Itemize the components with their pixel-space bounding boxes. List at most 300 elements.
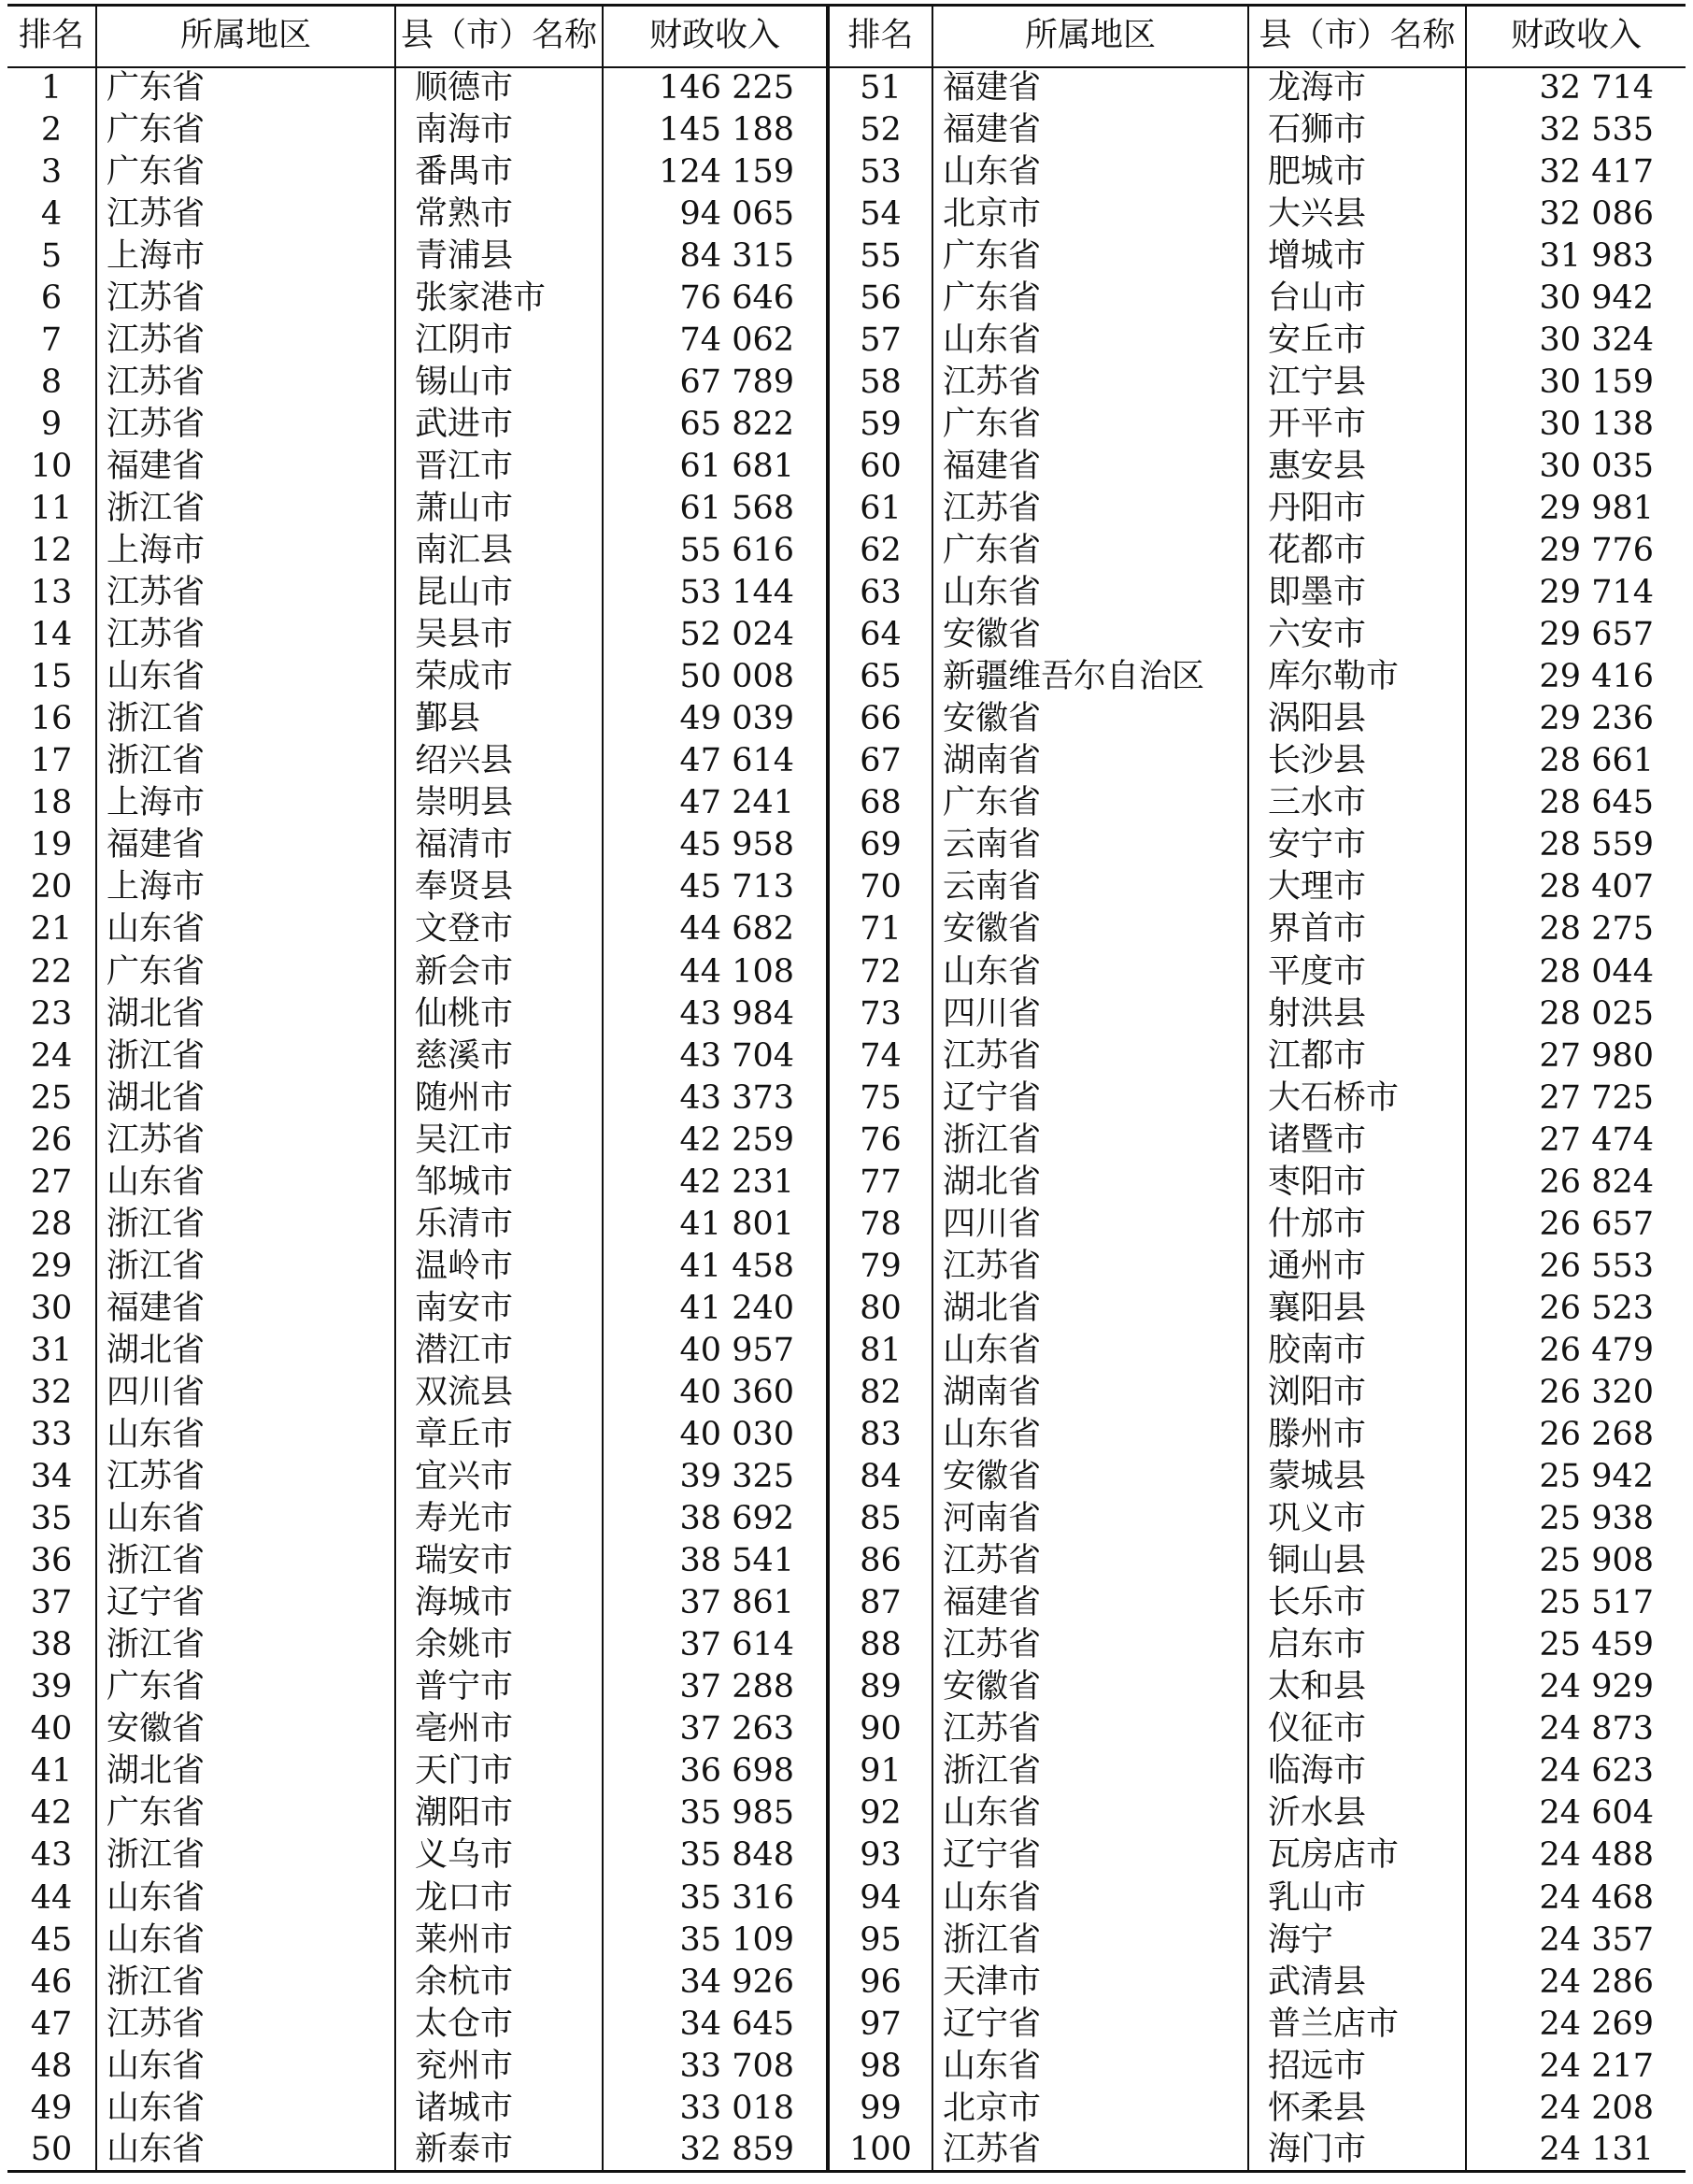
table-row: [7, 2004, 1686, 2046]
rank-cell: 3: [7, 151, 96, 193]
income-cell: 26 523: [1539, 1289, 1654, 1327]
income-cell: 45 958: [603, 824, 828, 866]
table-row: [7, 1120, 1686, 1162]
region-cell: 江苏省: [96, 1120, 395, 1162]
income-cell: 29 416: [1539, 658, 1654, 696]
rank-cell: 8: [7, 362, 96, 404]
income-cell: 37 861: [603, 1582, 828, 1624]
income-cell: 26 268: [1539, 1416, 1654, 1454]
county-cell: 江宁县: [1248, 362, 1466, 404]
county-cell: 乐清市: [395, 1204, 603, 1246]
region-cell: 山东省: [932, 572, 1248, 614]
rank-cell: 13: [7, 572, 96, 614]
county-cell: 乳山市: [1248, 1877, 1466, 1920]
region-cell: 江苏省: [932, 1540, 1248, 1582]
rank-cell: 15: [7, 656, 96, 698]
rank-cell: 97: [828, 2004, 932, 2046]
county-cell: 诸暨市: [1248, 1120, 1466, 1162]
table-row: [7, 1414, 1686, 1456]
income-cell: 43 704: [603, 1035, 828, 1078]
county-cell: 潜江市: [395, 1330, 603, 1372]
income-cell: 27 725: [1539, 1078, 1654, 1117]
county-cell: 铜山县: [1248, 1540, 1466, 1582]
region-cell: 浙江省: [932, 1750, 1248, 1792]
region-cell: 江苏省: [932, 488, 1248, 530]
region-cell: 安徽省: [932, 1456, 1248, 1498]
table-row: [7, 1920, 1686, 1962]
region-cell: 江苏省: [932, 2130, 1248, 2172]
region-cell: 湖北省: [96, 1078, 395, 1120]
region-cell: 福建省: [932, 446, 1248, 488]
income-cell: 145 188: [603, 109, 828, 151]
header-region: 所属地区: [96, 6, 395, 67]
region-cell: 山东省: [932, 151, 1248, 193]
table-row: [7, 740, 1686, 782]
table-row: [7, 698, 1686, 740]
region-cell: 四川省: [932, 1204, 1248, 1246]
income-cell: 37 263: [603, 1708, 828, 1750]
region-cell: 福建省: [932, 67, 1248, 109]
county-cell: 龙海市: [1248, 67, 1466, 109]
county-cell: 长沙县: [1248, 740, 1466, 782]
region-cell: 安徽省: [932, 614, 1248, 656]
county-cell: 绍兴县: [395, 740, 603, 782]
rank-cell: 26: [7, 1120, 96, 1162]
region-cell: 云南省: [932, 866, 1248, 908]
table-row: [7, 1962, 1686, 2004]
region-cell: 安徽省: [96, 1708, 395, 1750]
income-cell: 28 661: [1539, 742, 1654, 780]
income-cell: 146 225: [603, 67, 828, 109]
income-cell: 24 623: [1539, 1752, 1654, 1791]
income-cell: 30 942: [1539, 278, 1654, 317]
rank-cell: 18: [7, 782, 96, 824]
income-cell: 35 316: [603, 1877, 828, 1920]
region-cell: 辽宁省: [96, 1582, 395, 1624]
income-cell: 37 614: [603, 1624, 828, 1666]
rank-cell: 99: [828, 2088, 932, 2130]
county-cell: 台山市: [1248, 278, 1466, 320]
region-cell: 江苏省: [96, 320, 395, 362]
region-cell: 浙江省: [96, 1540, 395, 1582]
region-cell: 福建省: [96, 446, 395, 488]
rank-cell: 53: [828, 151, 932, 193]
table-row: [7, 1372, 1686, 1414]
region-cell: 浙江省: [96, 698, 395, 740]
table-row: [7, 1666, 1686, 1708]
county-cell: 滕州市: [1248, 1414, 1466, 1456]
rank-cell: 4: [7, 193, 96, 236]
income-cell: 25 517: [1539, 1584, 1654, 1622]
table-row: [7, 572, 1686, 614]
region-cell: 河南省: [932, 1498, 1248, 1540]
income-cell: 33 018: [603, 2088, 828, 2130]
region-cell: 山东省: [96, 2130, 395, 2172]
income-cell: 28 645: [1539, 784, 1654, 822]
income-cell: 45 713: [603, 866, 828, 908]
rank-cell: 17: [7, 740, 96, 782]
rank-cell: 71: [828, 908, 932, 950]
region-cell: 上海市: [96, 866, 395, 908]
rank-cell: 37: [7, 1582, 96, 1624]
income-cell: 124 159: [603, 151, 828, 193]
income-cell: 40 030: [603, 1414, 828, 1456]
county-cell: 临海市: [1248, 1750, 1466, 1792]
income-cell: 25 908: [1539, 1542, 1654, 1580]
table-row: [7, 993, 1686, 1035]
region-cell: 浙江省: [96, 1035, 395, 1078]
income-cell: 67 789: [603, 362, 828, 404]
table-row: [7, 1246, 1686, 1288]
rank-cell: 61: [828, 488, 932, 530]
region-cell: 浙江省: [932, 1120, 1248, 1162]
income-cell: 36 698: [603, 1750, 828, 1792]
region-cell: 安徽省: [932, 1666, 1248, 1708]
region-cell: 广东省: [932, 404, 1248, 446]
income-cell: 43 373: [603, 1078, 828, 1120]
county-cell: 宜兴市: [395, 1456, 603, 1498]
income-cell: 26 553: [1539, 1247, 1654, 1285]
table-row: [7, 782, 1686, 824]
region-cell: 安徽省: [932, 698, 1248, 740]
table-row: [7, 1624, 1686, 1666]
county-cell: 安宁市: [1248, 824, 1466, 866]
income-cell: 28 275: [1539, 910, 1654, 949]
income-cell: 94 065: [603, 193, 828, 236]
region-cell: 浙江省: [96, 1624, 395, 1666]
county-cell: 沂水县: [1248, 1792, 1466, 1834]
county-cell: 南汇县: [395, 530, 603, 572]
county-cell: 界首市: [1248, 908, 1466, 950]
income-cell: 30 159: [1539, 363, 1654, 401]
income-cell: 24 208: [1539, 2089, 1654, 2127]
county-cell: 福清市: [395, 824, 603, 866]
income-cell: 32 714: [1539, 69, 1654, 107]
county-cell: 天门市: [395, 1750, 603, 1792]
rank-cell: 76: [828, 1120, 932, 1162]
county-cell: 射洪县: [1248, 993, 1466, 1035]
region-cell: 浙江省: [96, 740, 395, 782]
region-cell: 浙江省: [96, 1962, 395, 2004]
region-cell: 上海市: [96, 530, 395, 572]
table-row: [7, 2088, 1686, 2130]
income-cell: 37 288: [603, 1666, 828, 1708]
region-cell: 山东省: [932, 1330, 1248, 1372]
rank-cell: 90: [828, 1708, 932, 1750]
rank-cell: 1: [7, 67, 96, 109]
county-cell: 双流县: [395, 1372, 603, 1414]
income-cell: 26 657: [1539, 1205, 1654, 1243]
county-cell: 兖州市: [395, 2046, 603, 2088]
county-cell: 仪征市: [1248, 1708, 1466, 1750]
county-cell: 南安市: [395, 1288, 603, 1330]
county-cell: 太和县: [1248, 1666, 1466, 1708]
table-row: [7, 530, 1686, 572]
region-cell: 江苏省: [96, 404, 395, 446]
rank-cell: 34: [7, 1456, 96, 1498]
county-cell: 通州市: [1248, 1246, 1466, 1288]
income-cell: 27 474: [1539, 1121, 1654, 1159]
county-cell: 龙口市: [395, 1877, 603, 1920]
county-cell: 太仓市: [395, 2004, 603, 2046]
region-cell: 浙江省: [96, 1204, 395, 1246]
income-cell: 40 360: [603, 1372, 828, 1414]
income-cell: 35 109: [603, 1920, 828, 1962]
income-cell: 35 985: [603, 1792, 828, 1834]
income-cell: 38 541: [603, 1540, 828, 1582]
income-cell: 42 259: [603, 1120, 828, 1162]
region-cell: 辽宁省: [932, 2004, 1248, 2046]
county-cell: 慈溪市: [395, 1035, 603, 1078]
table-row: [7, 1456, 1686, 1498]
rank-cell: 95: [828, 1920, 932, 1962]
table-row: [7, 1582, 1686, 1624]
rank-cell: 16: [7, 698, 96, 740]
rank-cell: 10: [7, 446, 96, 488]
region-cell: 湖北省: [932, 1162, 1248, 1204]
region-cell: 湖北省: [932, 1288, 1248, 1330]
rank-cell: 87: [828, 1582, 932, 1624]
county-cell: 胶南市: [1248, 1330, 1466, 1372]
county-cell: 海城市: [395, 1582, 603, 1624]
income-cell: 29 981: [1539, 489, 1654, 527]
table-row: [7, 404, 1686, 446]
rank-cell: 68: [828, 782, 932, 824]
rank-cell: 75: [828, 1078, 932, 1120]
header-county: 县（市）名称: [395, 6, 603, 67]
rank-cell: 11: [7, 488, 96, 530]
income-cell: 30 035: [1539, 447, 1654, 485]
region-cell: 江苏省: [96, 1456, 395, 1498]
region-cell: 广东省: [932, 278, 1248, 320]
region-cell: 山东省: [96, 656, 395, 698]
county-cell: 武进市: [395, 404, 603, 446]
rank-cell: 58: [828, 362, 932, 404]
county-cell: 青浦县: [395, 236, 603, 278]
rank-cell: 36: [7, 1540, 96, 1582]
rank-cell: 7: [7, 320, 96, 362]
region-cell: 天津市: [932, 1962, 1248, 2004]
income-cell: 24 357: [1539, 1920, 1654, 1959]
table-row: [7, 656, 1686, 698]
table-row: [7, 1750, 1686, 1792]
rank-cell: 64: [828, 614, 932, 656]
rank-cell: 43: [7, 1834, 96, 1877]
county-cell: 浏阳市: [1248, 1372, 1466, 1414]
income-cell: 39 325: [603, 1456, 828, 1498]
county-cell: 章丘市: [395, 1414, 603, 1456]
ranking-table: [7, 4, 1686, 2173]
rank-cell: 33: [7, 1414, 96, 1456]
income-cell: 29 236: [1539, 700, 1654, 738]
region-cell: 山东省: [932, 1414, 1248, 1456]
county-cell: 六安市: [1248, 614, 1466, 656]
income-cell: 24 873: [1539, 1710, 1654, 1749]
county-cell: 枣阳市: [1248, 1162, 1466, 1204]
rank-cell: 32: [7, 1372, 96, 1414]
income-cell: 38 692: [603, 1498, 828, 1540]
rank-cell: 83: [828, 1414, 932, 1456]
rank-cell: 59: [828, 404, 932, 446]
region-cell: 江苏省: [932, 362, 1248, 404]
rank-cell: 45: [7, 1920, 96, 1962]
income-cell: 28 025: [1539, 994, 1654, 1033]
rank-cell: 60: [828, 446, 932, 488]
region-cell: 北京市: [932, 193, 1248, 236]
rank-cell: 9: [7, 404, 96, 446]
table-row: [7, 1035, 1686, 1078]
income-cell: 49 039: [603, 698, 828, 740]
rank-cell: 22: [7, 950, 96, 992]
income-cell: 32 859: [603, 2130, 828, 2172]
region-cell: 上海市: [96, 782, 395, 824]
rank-cell: 41: [7, 1750, 96, 1792]
region-cell: 山东省: [932, 950, 1248, 992]
rank-cell: 82: [828, 1372, 932, 1414]
income-cell: 74 062: [603, 320, 828, 362]
region-cell: 辽宁省: [932, 1834, 1248, 1877]
county-cell: 晋江市: [395, 446, 603, 488]
county-cell: 温岭市: [395, 1246, 603, 1288]
county-cell: 顺德市: [395, 67, 603, 109]
income-cell: 47 241: [603, 782, 828, 824]
rank-cell: 52: [828, 109, 932, 151]
table-body: [7, 67, 1686, 2172]
income-cell: 26 320: [1539, 1373, 1654, 1411]
table-row: [7, 1792, 1686, 1834]
income-cell: 41 240: [603, 1288, 828, 1330]
region-cell: 四川省: [932, 993, 1248, 1035]
county-cell: 大兴县: [1248, 193, 1466, 236]
region-cell: 福建省: [96, 1288, 395, 1330]
rank-cell: 78: [828, 1204, 932, 1246]
income-cell: 25 459: [1539, 1626, 1654, 1664]
rank-cell: 46: [7, 1962, 96, 2004]
table-row: [7, 446, 1686, 488]
rank-cell: 44: [7, 1877, 96, 1920]
table-row: [7, 950, 1686, 992]
income-cell: 24 269: [1539, 2005, 1654, 2043]
county-cell: 常熟市: [395, 193, 603, 236]
county-cell: 文登市: [395, 908, 603, 950]
income-cell: 65 822: [603, 404, 828, 446]
rank-cell: 27: [7, 1162, 96, 1204]
county-cell: 库尔勒市: [1248, 656, 1466, 698]
income-cell: 30 138: [1539, 405, 1654, 443]
county-cell: 海门市: [1248, 2130, 1466, 2172]
income-cell: 25 942: [1539, 1458, 1654, 1496]
rank-cell: 14: [7, 614, 96, 656]
county-cell: 仙桃市: [395, 993, 603, 1035]
rank-cell: 49: [7, 2088, 96, 2130]
income-cell: 44 108: [603, 950, 828, 992]
rank-cell: 100: [828, 2130, 932, 2172]
rank-cell: 51: [828, 67, 932, 109]
region-cell: 山东省: [932, 1792, 1248, 1834]
county-cell: 江阴市: [395, 320, 603, 362]
rank-cell: 6: [7, 278, 96, 320]
rank-cell: 65: [828, 656, 932, 698]
county-cell: 大石桥市: [1248, 1078, 1466, 1120]
income-cell: 61 568: [603, 488, 828, 530]
income-cell: 24 131: [1466, 2130, 1686, 2172]
rank-cell: 20: [7, 866, 96, 908]
region-cell: 湖南省: [932, 740, 1248, 782]
table-row: [7, 908, 1686, 950]
region-cell: 广东省: [96, 950, 395, 992]
county-cell: 三水市: [1248, 782, 1466, 824]
county-cell: 石狮市: [1248, 109, 1466, 151]
county-cell: 肥城市: [1248, 151, 1466, 193]
region-cell: 广东省: [932, 236, 1248, 278]
rank-cell: 77: [828, 1162, 932, 1204]
rank-cell: 98: [828, 2046, 932, 2088]
income-cell: 29 776: [1539, 532, 1654, 570]
region-cell: 湖北省: [96, 1330, 395, 1372]
income-cell: 55 616: [603, 530, 828, 572]
table-row: [7, 2130, 1686, 2172]
income-cell: 43 984: [603, 993, 828, 1035]
rank-cell: 81: [828, 1330, 932, 1372]
region-cell: 广东省: [96, 109, 395, 151]
county-cell: 鄞县: [395, 698, 603, 740]
county-cell: 蒙城县: [1248, 1456, 1466, 1498]
income-cell: 28 044: [1539, 952, 1654, 991]
income-cell: 84 315: [603, 236, 828, 278]
region-cell: 上海市: [96, 236, 395, 278]
header-region: 所属地区: [932, 6, 1248, 67]
rank-cell: 5: [7, 236, 96, 278]
table-row: [7, 109, 1686, 151]
county-cell: 长乐市: [1248, 1582, 1466, 1624]
county-cell: 平度市: [1248, 950, 1466, 992]
region-cell: 山东省: [96, 1877, 395, 1920]
table-row: [7, 824, 1686, 866]
income-cell: 42 231: [603, 1162, 828, 1204]
rank-cell: 31: [7, 1330, 96, 1372]
region-cell: 北京市: [932, 2088, 1248, 2130]
county-cell: 惠安县: [1248, 446, 1466, 488]
income-cell: 41 801: [603, 1204, 828, 1246]
region-cell: 福建省: [932, 1582, 1248, 1624]
rank-cell: 47: [7, 2004, 96, 2046]
income-cell: 50 008: [603, 656, 828, 698]
region-cell: 山东省: [96, 1162, 395, 1204]
county-cell: 怀柔县: [1248, 2088, 1466, 2130]
rank-cell: 86: [828, 1540, 932, 1582]
table-row: [7, 278, 1686, 320]
rank-cell: 85: [828, 1498, 932, 1540]
income-cell: 31 983: [1539, 236, 1654, 275]
rank-cell: 62: [828, 530, 932, 572]
county-cell: 诸城市: [395, 2088, 603, 2130]
county-cell: 吴县市: [395, 614, 603, 656]
rank-cell: 38: [7, 1624, 96, 1666]
table-row: [7, 1288, 1686, 1330]
income-cell: 76 646: [603, 278, 828, 320]
region-cell: 新疆维吾尔自治区: [932, 656, 1248, 698]
income-cell: 32 535: [1539, 110, 1654, 149]
region-cell: 浙江省: [932, 1920, 1248, 1962]
region-cell: 浙江省: [96, 1246, 395, 1288]
table-row: [7, 151, 1686, 193]
region-cell: 山东省: [96, 1920, 395, 1962]
region-cell: 广东省: [96, 151, 395, 193]
rank-cell: 19: [7, 824, 96, 866]
rank-cell: 73: [828, 993, 932, 1035]
table-row: [7, 488, 1686, 530]
income-cell: 47 614: [603, 740, 828, 782]
